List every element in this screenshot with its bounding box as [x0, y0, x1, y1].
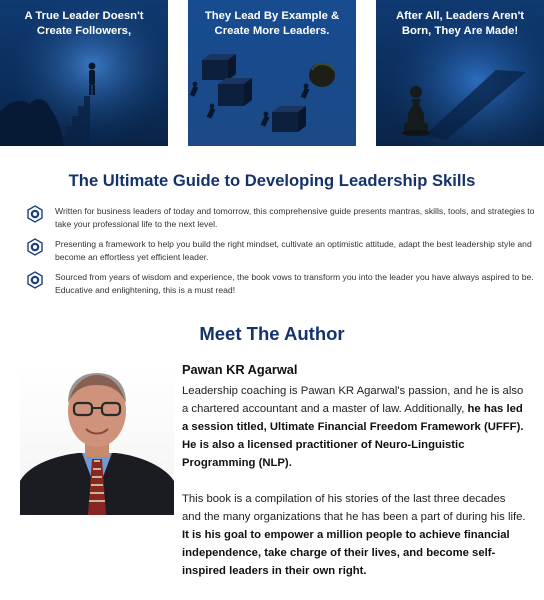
guide-bullet-text: Sourced from years of wisdom and experience, the book vows to transform you into the leader you have always aspired to be. Educative and enlightening, this is a must read!	[55, 272, 534, 295]
badge-logo-icon	[26, 205, 44, 223]
bio-text: Leadership coaching is Pawan KR Agarwal's passion, and he is also a chartered accountant and a master of law. Additionally,	[182, 385, 524, 415]
bio-text: This book is a compilation of his stories of the last three decades and the many organizations that he has been a part of during his life.	[182, 493, 526, 523]
author-bio-paragraph	[182, 382, 527, 472]
quote-banner	[0, 0, 544, 146]
author-name: Pawan KR Agarwal	[182, 362, 298, 377]
bio-highlight: It is his goal to empower a million people to achieve financial independence, take charge of their lives, and become self-inspired leaders in their own right.	[182, 529, 510, 577]
badge-logo-icon	[26, 271, 44, 289]
guide-bullet-text: Written for business leaders of today and tomorrow, this comprehensive guide presents mantras, skills, tools, and strategies to take your professional life to the next level.	[55, 206, 535, 229]
author-heading: Meet The Author	[199, 323, 345, 344]
quote-tile-2	[188, 0, 356, 146]
quote-tile-1	[0, 0, 168, 146]
quote-tile-caption: After All, Leaders Aren't Born, They Are Made!	[395, 10, 525, 37]
quote-tile-caption: A True Leader Doesn't Create Followers,	[24, 10, 144, 37]
guide-bullet-text: Presenting a framework to help you build the right mindset, cultivate an optimistic attitude, adapt the best leadership style and become an effortless yet efficient leader.	[55, 239, 532, 262]
author-bio-paragraph	[182, 490, 527, 580]
quote-tile-3	[376, 0, 544, 146]
guide-heading: The Ultimate Guide to Developing Leadership Skills	[68, 171, 476, 190]
badge-logo-icon	[26, 238, 44, 256]
quote-tile-caption: They Lead By Example & Create More Leaders.	[204, 10, 340, 37]
author-photo	[20, 363, 174, 515]
bio-highlight: he has led a session titled, Ultimate Financial Freedom Framework (UFFF). He is also a licensed practitioner of Neuro-Linguistic Programming (NLP).	[182, 403, 524, 469]
author-portrait-icon	[20, 363, 174, 515]
